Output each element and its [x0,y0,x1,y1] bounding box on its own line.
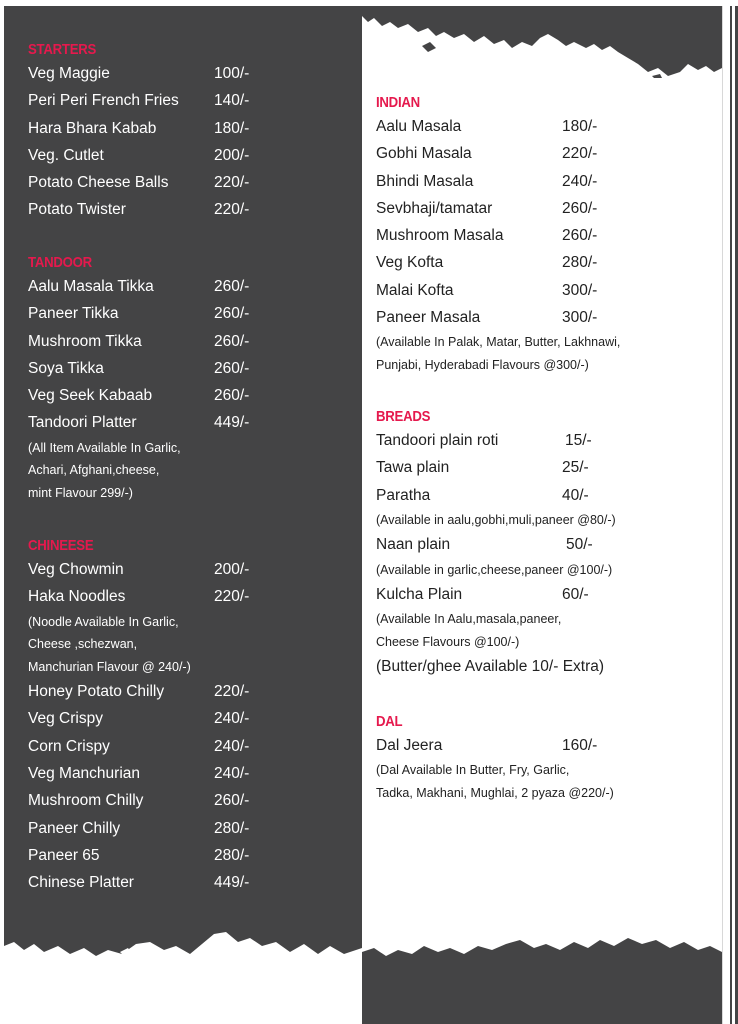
menu-item [28,142,250,169]
item-name: Aalu Masala [376,118,462,135]
item-price: 449/- [214,874,250,892]
item-price: 40/- [562,486,589,504]
menu-item [376,222,620,249]
item-name: Veg Kofta [376,254,444,272]
item-price: 260/- [214,332,250,350]
section-chineese [28,536,250,896]
menu-item [28,409,250,436]
item-price: 260/- [214,792,250,810]
item-name: Corn Crispy [28,737,110,755]
item-name: Dal Jeera [376,737,443,754]
item-name: Bhindi Masala [376,172,474,190]
item-name: Veg Crispy [28,710,103,728]
item-note: Manchurian Flavour @ 240/-) [28,659,191,674]
section-dal [376,712,614,804]
item-name: Mushroom Masala [376,227,504,245]
item-name: Sevbhaji/tamatar [376,199,493,217]
item-name: Tawa plain [376,459,450,477]
item-name: Chinese Platter [28,874,134,892]
menu-item [376,427,616,454]
item-name: Potato Twister [28,201,126,219]
item-name: Paratha [376,486,431,504]
section-title: STARTERS [28,41,97,58]
item-price: 220/- [214,174,250,192]
item-name: Veg Seek Kabaab [28,387,153,405]
item-price: 200/- [214,561,250,578]
section-title: DAL [376,713,403,730]
item-price: 220/- [214,588,250,606]
item-price: 140/- [214,92,250,110]
item-price: 50/- [566,536,593,554]
item-name: Haka Noodles [28,588,126,606]
item-price: 260/- [214,305,250,323]
item-name: Veg Maggie [28,65,110,82]
item-price: 200/- [214,146,250,164]
menu-item [28,328,250,355]
item-name: Mushroom Tikka [28,332,142,350]
menu-item [28,583,250,610]
menu-item [28,678,250,705]
menu-item [376,482,616,509]
item-note: Punjabi, Hyderabadi Flavours @300/-) [376,357,589,372]
item-note: mint Flavour 299/-) [28,485,133,500]
item-name: Mushroom Chilly [28,792,144,810]
item-note: Cheese Flavours @100/-) [376,634,520,649]
menu-item [376,168,620,195]
item-price: 220/- [562,145,598,163]
item-price: 15/- [565,432,592,449]
item-note: (All Item Available In Garlic, [28,440,181,455]
item-price: 260/- [214,387,250,405]
item-name: Paneer Masala [376,309,481,327]
item-price: 240/- [214,710,250,728]
menu-item [376,113,620,140]
item-price: 220/- [214,201,250,219]
menu-item [28,760,250,787]
item-name: Paneer Chilly [28,819,121,837]
menu-item [28,705,250,732]
section-title: BREADS [376,408,431,425]
item-price: 240/- [214,764,250,782]
item-price: 220/- [214,683,250,701]
item-note: Tadka, Makhani, Mughlai, 2 pyaza @220/-) [376,785,614,800]
menu-item [376,531,616,558]
item-name: Aalu Masala Tikka [28,278,154,295]
menu-item [28,355,250,382]
menu-item [28,382,250,409]
item-note: (Noodle Available In Garlic, [28,614,179,629]
menu-item [28,815,250,842]
item-name: Peri Peri French Fries [28,92,179,110]
menu-item [376,304,620,331]
section-starters [28,40,250,224]
menu-item [28,273,250,300]
item-name: Honey Potato Chilly [28,683,165,701]
item-price: 300/- [562,281,598,299]
item-price: 300/- [562,309,598,327]
item-note: (Available In Palak, Matar, Butter, Lakhnawi, [376,335,621,350]
menu-item [28,733,250,760]
torn-edge-top-right [362,6,722,78]
section-title: CHINEESE [28,537,94,554]
item-name: Kulcha Plain [376,586,463,604]
item-price: 25/- [562,459,589,477]
item-note: (Available in garlic,cheese,paneer @100/-) [376,562,613,577]
item-price: 260/- [214,278,250,295]
section-tandoor [28,253,250,504]
menu-item [376,249,620,276]
item-price: 449/- [214,414,250,432]
item-price: 180/- [214,119,250,137]
item-note: (Available in aalu,gobhi,muli,paneer @80/-) [376,512,616,527]
item-note: (Dal Available In Butter, Fry, Garlic, [376,763,570,778]
torn-edge-bottom-left [4,924,362,1024]
menu-item [28,196,250,223]
item-price: 100/- [214,65,250,82]
section-title: TANDOOR [28,254,92,271]
item-note: Cheese ,schezwan, [28,637,138,652]
menu-item [376,195,620,222]
menu-item [376,581,616,608]
menu-item [28,115,250,142]
section-title: INDIAN [376,94,420,111]
item-price: 260/- [562,227,598,245]
item-price: 240/- [214,737,250,755]
item-note: (Available In Aalu,masala,paneer, [376,612,562,627]
item-price: 180/- [562,118,598,135]
menu-item [376,454,616,481]
menu-item [28,869,250,896]
item-name: Veg Manchurian [28,764,141,782]
item-price: 160/- [562,737,598,754]
menu-item [28,169,250,196]
item-name: Tandoori plain roti [376,432,499,449]
section-breads [376,407,616,680]
menu-item [28,556,250,583]
item-name: Tandoori Platter [28,414,137,432]
item-price: 60/- [562,586,589,604]
item-name: Soya Tikka [28,359,104,377]
item-price: 260/- [562,199,598,217]
menu-item [28,300,250,327]
item-note: Achari, Afghani,cheese, [28,463,160,478]
item-name: Malai Kofta [376,281,454,299]
item-name: Potato Cheese Balls [28,174,169,192]
menu-item [28,787,250,814]
item-name: Naan plain [376,536,451,554]
section-indian [376,93,620,376]
item-name: Veg. Cutlet [28,146,104,164]
menu-item [28,60,250,87]
item-name: Hara Bhara Kabab [28,119,157,137]
item-name: Paneer 65 [28,846,100,864]
item-name: Veg Chowmin [28,561,124,578]
item-name: Paneer Tikka [28,305,119,323]
item-price: 240/- [562,172,598,190]
item-name: Gobhi Masala [376,145,472,163]
menu-item [376,140,620,167]
next-page-edge-gap [732,6,735,1024]
torn-edge-bottom-right [362,930,722,1024]
item-price: 280/- [214,819,250,837]
menu-item [376,277,620,304]
menu-item [28,87,250,114]
butter-ghee-note: (Butter/ghee Available 10/- Extra) [376,658,605,676]
item-price: 280/- [562,254,598,272]
item-price: 260/- [214,359,250,377]
menu-item [28,842,250,869]
menu-item [376,732,614,759]
item-price: 280/- [214,846,250,864]
